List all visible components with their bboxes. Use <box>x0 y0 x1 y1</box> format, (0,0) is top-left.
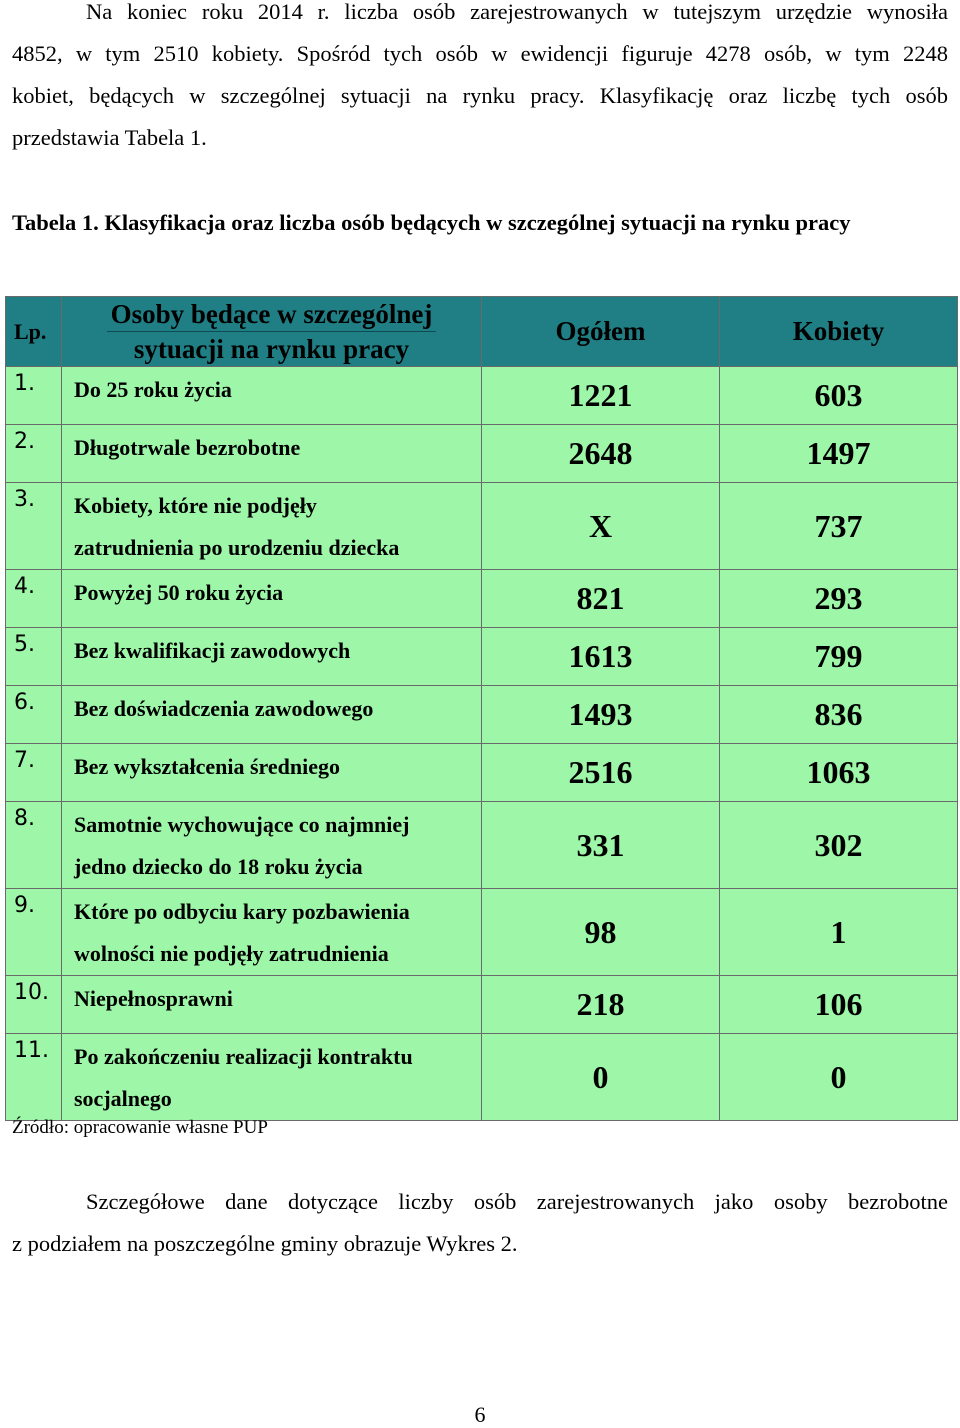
row-category-line1: Bez wykształcenia średniego <box>74 754 341 779</box>
row-lp: 8. <box>6 802 62 889</box>
outro-line: Szczegółowe dane dotyczące liczby osób zarejestrowanych jako osoby bezrobotne <box>86 1189 948 1214</box>
header-total: Ogółem <box>482 297 720 367</box>
header-category-line1: Osoby będące w szczególnej <box>107 297 437 332</box>
row-lp: 4. <box>6 570 62 628</box>
row-lp: 6. <box>6 686 62 744</box>
row-category-line1: Do 25 roku życia <box>74 377 232 402</box>
row-category-line2: wolności nie podjęły zatrudnienia <box>74 941 389 966</box>
row-lp: 3. <box>6 483 62 570</box>
table-header-row <box>6 297 958 367</box>
table-row <box>6 367 958 425</box>
header-lp: Lp. <box>6 297 62 367</box>
table-row <box>6 802 958 889</box>
table-row <box>6 570 958 628</box>
row-category <box>62 628 482 686</box>
row-women: 302 <box>720 802 958 889</box>
row-category <box>62 686 482 744</box>
row-lp: 2. <box>6 425 62 483</box>
row-women: 1 <box>720 889 958 976</box>
outro-paragraph <box>12 1181 948 1265</box>
row-lp: 10. <box>6 976 62 1034</box>
header-category-line2: sytuacji na rynku pracy <box>133 334 410 364</box>
row-category-line1: Niepełnosprawni <box>74 986 233 1011</box>
row-lp: 1. <box>6 367 62 425</box>
row-category-line2: jedno dziecko do 18 roku życia <box>74 854 363 879</box>
table-caption: Tabela 1. Klasyfikacja oraz liczba osób będących w szczególnej sytuacji na rynku pracy <box>12 210 851 235</box>
row-total: 0 <box>482 1034 720 1121</box>
row-category-line1: Które po odbyciu kary pozbawienia <box>74 899 410 924</box>
row-category-line1: Kobiety, które nie podjęły <box>74 493 317 518</box>
row-total: 2516 <box>482 744 720 802</box>
row-women: 293 <box>720 570 958 628</box>
table-row <box>6 976 958 1034</box>
row-lp: 7. <box>6 744 62 802</box>
row-women: 836 <box>720 686 958 744</box>
classification-table <box>5 296 958 1121</box>
outro-line: z podziałem na poszczególne gminy obrazuje Wykres 2. <box>12 1231 518 1256</box>
table-row <box>6 686 958 744</box>
row-total: 821 <box>482 570 720 628</box>
table-row <box>6 889 958 976</box>
table-row <box>6 425 958 483</box>
row-lp: 5. <box>6 628 62 686</box>
row-women: 106 <box>720 976 958 1034</box>
row-lp: 9. <box>6 889 62 976</box>
row-total: 2648 <box>482 425 720 483</box>
row-women: 737 <box>720 483 958 570</box>
intro-line: kobiet, będących w szczególnej sytuacji na rynku pracy. Klasyfikację oraz liczbę tych osób <box>12 83 948 108</box>
table-row <box>6 628 958 686</box>
table-row <box>6 744 958 802</box>
row-category <box>62 1034 482 1121</box>
row-women: 1497 <box>720 425 958 483</box>
row-total: 331 <box>482 802 720 889</box>
table-source: Źródło: opracowanie własne PUP <box>12 1117 268 1138</box>
row-total: 218 <box>482 976 720 1034</box>
row-total: 98 <box>482 889 720 976</box>
row-lp: 11. <box>6 1034 62 1121</box>
row-category-line1: Długotrwale bezrobotne <box>74 435 301 460</box>
row-total: X <box>482 483 720 570</box>
table-row <box>6 483 958 570</box>
intro-line: przedstawia Tabela 1. <box>12 125 207 150</box>
row-category <box>62 483 482 570</box>
row-category-line1: Bez doświadczenia zawodowego <box>74 696 374 721</box>
row-category <box>62 802 482 889</box>
row-category-line1: Bez kwalifikacji zawodowych <box>74 638 351 663</box>
row-category-line1: Samotnie wychowujące co najmniej <box>74 812 410 837</box>
row-category-line2: zatrudnienia po urodzeniu dziecka <box>74 535 400 560</box>
page-number: 6 <box>474 1402 486 1427</box>
row-category-line2: socjalnego <box>74 1086 172 1111</box>
row-category <box>62 570 482 628</box>
header-category <box>62 297 482 367</box>
row-women: 603 <box>720 367 958 425</box>
row-category <box>62 976 482 1034</box>
row-category <box>62 367 482 425</box>
row-women: 799 <box>720 628 958 686</box>
header-women: Kobiety <box>720 297 958 367</box>
row-category-line1: Po zakończeniu realizacji kontraktu <box>74 1044 413 1069</box>
row-women: 1063 <box>720 744 958 802</box>
row-category <box>62 889 482 976</box>
row-women: 0 <box>720 1034 958 1121</box>
row-total: 1613 <box>482 628 720 686</box>
intro-line: 4852, w tym 2510 kobiety. Spośród tych osób w ewidencji figuruje 4278 osób, w tym 2248 <box>12 41 948 66</box>
table-row <box>6 1034 958 1121</box>
intro-line: Na koniec roku 2014 r. liczba osób zarejestrowanych w tutejszym urzędzie wynosiła <box>86 0 948 24</box>
row-total: 1493 <box>482 686 720 744</box>
row-total: 1221 <box>482 367 720 425</box>
row-category <box>62 425 482 483</box>
row-category <box>62 744 482 802</box>
intro-paragraph <box>12 0 948 159</box>
row-category-line1: Powyżej 50 roku życia <box>74 580 284 605</box>
